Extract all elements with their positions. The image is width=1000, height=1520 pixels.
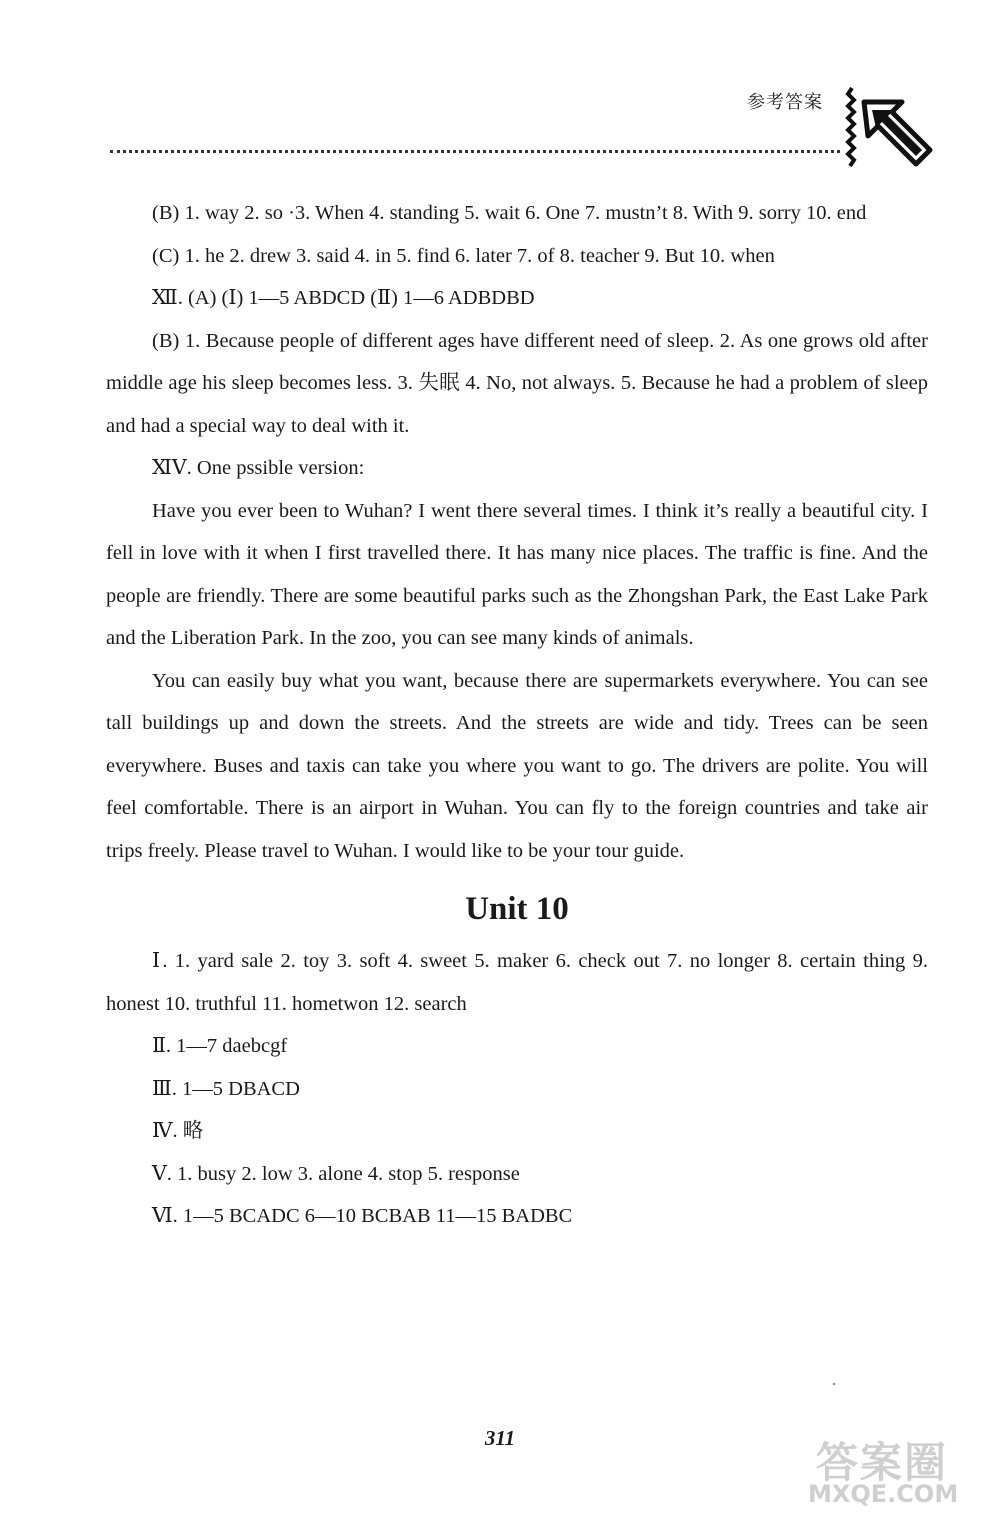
- essay-paragraph: You can easily buy what you want, because there are supermarkets everywhere. You can see tall buildings up and down the streets. And the streets are wide and tidy. Trees can be seen everywhere. Buses and taxis can take you where you want to go. The drivers are polite. You will feel comfortable. There is an airport in Wuhan. You can fly to the foreign countries and take air trips freely. Please travel to Wuhan. I would like to be your tour guide.: [106, 669, 928, 862]
- answer-line: Ⅰ. 1. yard sale 2. toy 3. soft 4. sweet 5. maker 6. check out 7. no longer 8. certain thing 9. honest 10. truthful 11. hometwon 12. search: [106, 950, 928, 1015]
- answer-line: Ⅵ. 1—5 BCADC 6—10 BCBAB 11—15 BADBC: [152, 1205, 573, 1227]
- essay-paragraph: Have you ever been to Wuhan? I went there several times. I think it’s really a beautiful city. I fell in love with it when I first travelled there. It has many nice places. The traffic is fine. And the people are friendly. There are some beautiful parks such as the Zhongshan Park, the East Lake Park and the Liberation Park. In the zoo, you can see many kinds of animals.: [106, 499, 928, 649]
- answer-line: Ⅻ. (A) (Ⅰ) 1—5 ABDCD (Ⅱ) 1—6 ADBDBD: [152, 287, 535, 309]
- answer-line: Ⅱ. 1—7 daebcgf: [152, 1035, 288, 1057]
- answer-line: ⅪⅤ. One pssible version:: [152, 457, 365, 479]
- answer-line: (C) 1. he 2. drew 3. said 4. in 5. find 6. later 7. of 8. teacher 9. But 10. when: [152, 244, 775, 267]
- answer-content: [106, 192, 928, 1238]
- answer-line: Ⅴ. 1. busy 2. low 3. alone 4. stop 5. response: [152, 1162, 520, 1185]
- print-speck: [833, 1383, 835, 1385]
- answer-line: Ⅲ. 1—5 DBACD: [152, 1077, 300, 1100]
- answer-line: (B) 1. way 2. so ·3. When 4. standing 5. wait 6. One 7. mustn’t 8. With 9. sorry 10. end: [152, 202, 867, 224]
- page-number: 311: [484, 1426, 516, 1450]
- arrow-icon: [842, 86, 934, 176]
- header-divider: [110, 150, 840, 153]
- watermark: [798, 1428, 994, 1518]
- watermark-url: MXQE.COM: [808, 1480, 959, 1508]
- answer-line: (B) 1. Because people of different ages have different need of sleep. 2. As one grows old after middle age his sleep becomes less. 3. 失眠 4. No, not always. 5. Because he had a problem of sleep and had a special way to deal with it.: [106, 329, 928, 437]
- header-title: 参考答案: [747, 92, 823, 113]
- watermark-logo: 答案圈: [816, 1438, 949, 1487]
- unit-title: Unit 10: [465, 891, 569, 927]
- answer-line: Ⅳ. 略: [152, 1120, 204, 1142]
